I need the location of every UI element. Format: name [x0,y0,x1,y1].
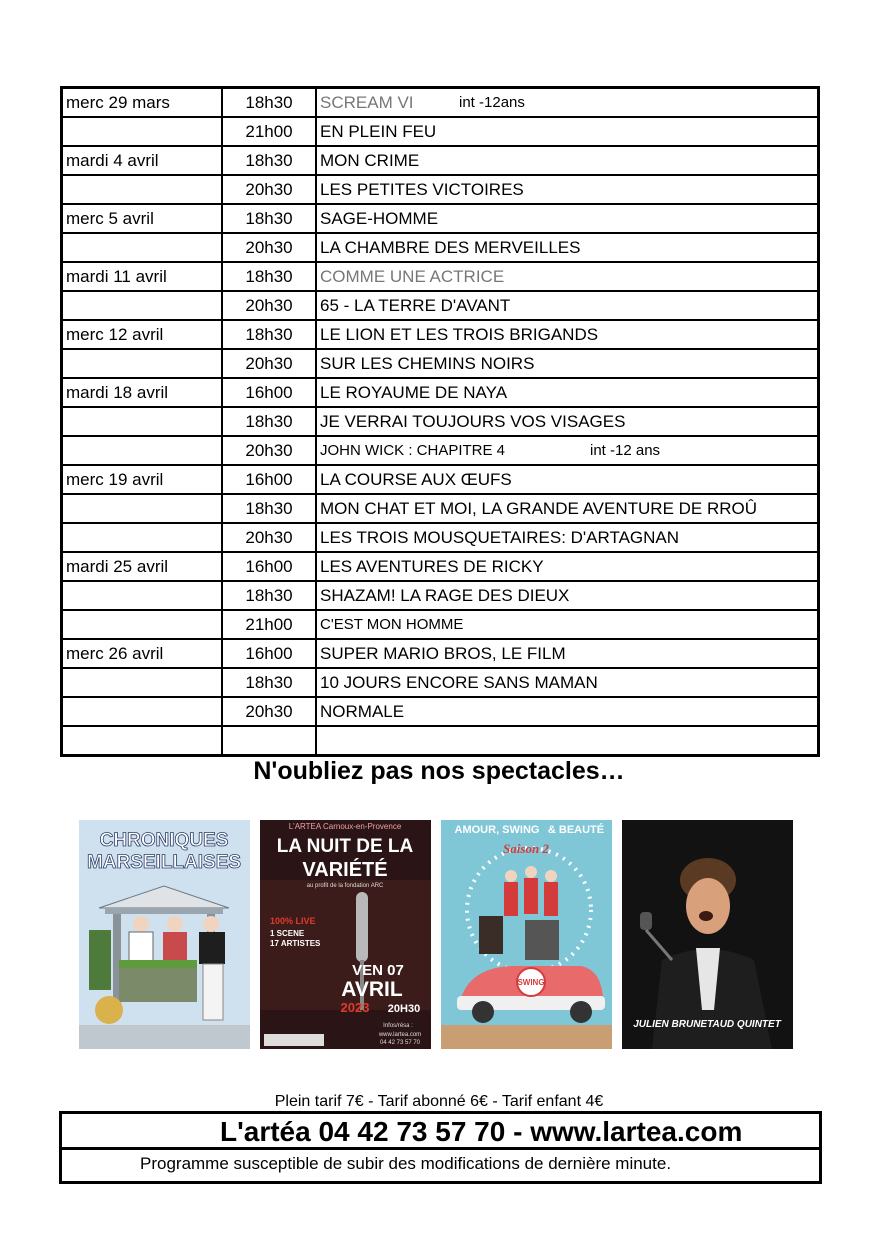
screening-date [62,291,223,320]
screening-time: 18h30 [222,668,316,697]
film-title: LE ROYAUME DE NAYA [320,382,508,402]
table-row [62,639,819,668]
contact-line: L'artéa 04 42 73 57 70 - www.lartea.com [62,1114,819,1150]
poster3-saison: Saison 2 [503,841,549,856]
screening-time: 18h30 [222,88,316,118]
film-title: COMME UNE ACTRICE [320,266,505,286]
schedule-table [60,86,820,757]
screening-time: 16h00 [222,639,316,668]
table-row [62,175,819,204]
screening-time: 16h00 [222,378,316,407]
film-title-cell [316,639,819,668]
poster2-month: AVRIL [341,978,403,1001]
screening-date: mardi 11 avril [62,262,223,291]
screening-time: 21h00 [222,117,316,146]
film-title: SAGE-HOMME [320,208,439,228]
shows-reminder-heading: N'oubliez pas nos spectacles… [253,757,625,785]
film-title-cell [316,726,819,756]
screening-date: merc 12 avril [62,320,223,349]
screening-date [62,175,223,204]
poster2-day: VEN 07 [352,962,404,979]
poster4-caption: JULIEN BRUNETAUD QUINTET [633,1019,781,1030]
footer-box [59,1111,822,1184]
screening-time: 18h30 [222,146,316,175]
screening-time: 18h30 [222,494,316,523]
screening-date [62,117,223,146]
table-row [62,204,819,233]
film-title: LA COURSE AUX ŒUFS [320,469,512,489]
screening-date: mardi 25 avril [62,552,223,581]
poster2-title-1: LA NUIT DE LA [276,836,414,857]
screening-time: 18h30 [222,262,316,291]
film-title-cell [316,668,819,697]
film-title: 10 JOURS ENCORE SANS MAMAN [320,672,598,692]
screening-time [222,726,316,756]
table-row [62,697,819,726]
poster-amour-swing-beaute [441,820,612,1049]
poster-chroniques-marseillaises [79,820,250,1049]
film-title: C'EST MON HOMME [320,615,464,633]
screening-date: merc 29 mars [62,88,223,118]
age-restriction-note: int -12 ans [590,442,661,459]
table-row [62,581,819,610]
screening-time: 16h00 [222,552,316,581]
table-row [62,291,819,320]
poster2-subtitle: au profit de la fondation ARC [306,883,384,889]
screening-date: merc 19 avril [62,465,223,494]
table-row [62,523,819,552]
film-title: 65 - LA TERRE D'AVANT [320,295,511,315]
price-info: Plein tarif 7€ - Tarif abonné 6€ - Tarif enfant 4€ [274,1093,604,1110]
poster2-title-2: VARIÉTÉ [302,859,388,881]
table-row [62,117,819,146]
screening-date [62,523,223,552]
film-title-cell [316,697,819,726]
poster1-title-1: CHRONIQUES [99,830,229,851]
film-title: LES TROIS MOUSQUETAIRES: D'ARTAGNAN [320,527,680,547]
table-row [62,552,819,581]
film-title-cell [316,204,819,233]
poster-julien-brunetaud-quintet [622,820,793,1049]
screening-date [62,610,223,639]
film-title-cell [316,262,819,291]
table-row [62,494,819,523]
screening-date [62,349,223,378]
screening-time: 18h30 [222,320,316,349]
poster2-phone: 04 42 73 57 70 [379,1040,421,1046]
age-restriction-note: int -12ans [459,94,525,111]
poster2-scene: 1 SCENE [270,929,305,938]
screening-date [62,697,223,726]
film-title: JOHN WICK : CHAPITRE 4 [320,441,506,459]
table-row [62,262,819,291]
table-row [62,233,819,262]
film-title: SUR LES CHEMINS NOIRS [320,353,535,373]
table-row [62,378,819,407]
screening-date: merc 26 avril [62,639,223,668]
screening-time: 18h30 [222,407,316,436]
poster3-badge: SWING [517,978,545,987]
screening-date [62,436,223,465]
film-title-cell [316,117,819,146]
film-title-cell [316,233,819,262]
screening-time: 20h30 [222,697,316,726]
poster-nuit-de-la-variete [260,820,431,1049]
screening-date: mardi 18 avril [62,378,223,407]
film-title-cell [316,349,819,378]
screening-time: 20h30 [222,436,316,465]
film-title-cell [316,610,819,639]
table-row [62,146,819,175]
screening-date [62,494,223,523]
poster3-header-a: AMOUR, SWING [454,824,540,836]
poster3-header-b: & BEAUTÉ [547,824,605,836]
film-title-cell [316,175,819,204]
film-title-cell [316,436,819,465]
film-title-cell [316,581,819,610]
table-row [62,726,819,756]
film-title-cell [316,523,819,552]
table-row [62,668,819,697]
poster1-title-2: MARSEILLAISES [86,852,242,873]
film-title-cell [316,88,819,118]
screening-date: mardi 4 avril [62,146,223,175]
table-row [62,436,819,465]
screening-date [62,407,223,436]
film-title: NORMALE [320,701,405,721]
poster2-year: 2023 [340,1000,370,1015]
film-title: SUPER MARIO BROS, LE FILM [320,643,566,663]
film-title-cell [316,465,819,494]
film-title: LA CHAMBRE DES MERVEILLES [320,237,581,257]
poster2-header: L'ARTEA Carnoux-en-Provence [288,822,402,831]
film-title: MON CRIME [320,150,420,170]
screening-date [62,726,223,756]
screening-date [62,668,223,697]
screening-time: 18h30 [222,581,316,610]
film-title: SHAZAM! LA RAGE DES DIEUX [320,585,570,605]
poster2-hour: 20H30 [387,1003,421,1015]
table-row [62,320,819,349]
film-title-cell [316,378,819,407]
film-title-cell [316,320,819,349]
screening-time: 16h00 [222,465,316,494]
poster2-artists: 17 ARTISTES [270,939,321,948]
film-title-cell [316,146,819,175]
film-title: LES AVENTURES DE RICKY [320,556,544,576]
table-row [62,407,819,436]
screening-time: 18h30 [222,204,316,233]
poster2-live: 100% LIVE [270,916,316,926]
film-title-cell [316,291,819,320]
screening-time: 20h30 [222,175,316,204]
film-title: SCREAM VI [320,92,414,112]
screening-time: 20h30 [222,349,316,378]
film-title: MON CHAT ET MOI, LA GRANDE AVENTURE DE RROÛ [320,498,758,518]
poster2-info: Infos/résa : [383,1023,413,1029]
table-row [62,349,819,378]
film-title-cell [316,407,819,436]
screening-time: 20h30 [222,233,316,262]
poster2-site: www.lartea.com [378,1032,422,1038]
screening-date [62,233,223,262]
table-row [62,610,819,639]
film-title-cell [316,494,819,523]
screening-time: 20h30 [222,291,316,320]
disclaimer: Programme susceptible de subir des modifications de dernière minute. [140,1154,672,1173]
film-title-cell [316,552,819,581]
film-title: JE VERRAI TOUJOURS VOS VISAGES [320,411,626,431]
film-title: EN PLEIN FEU [320,121,437,141]
screening-time: 21h00 [222,610,316,639]
screening-date [62,581,223,610]
screening-date: merc 5 avril [62,204,223,233]
table-row [62,465,819,494]
table-row [62,88,819,118]
film-title: LE LION ET LES TROIS BRIGANDS [320,324,599,344]
film-title: LES PETITES VICTOIRES [320,179,524,199]
screening-time: 20h30 [222,523,316,552]
